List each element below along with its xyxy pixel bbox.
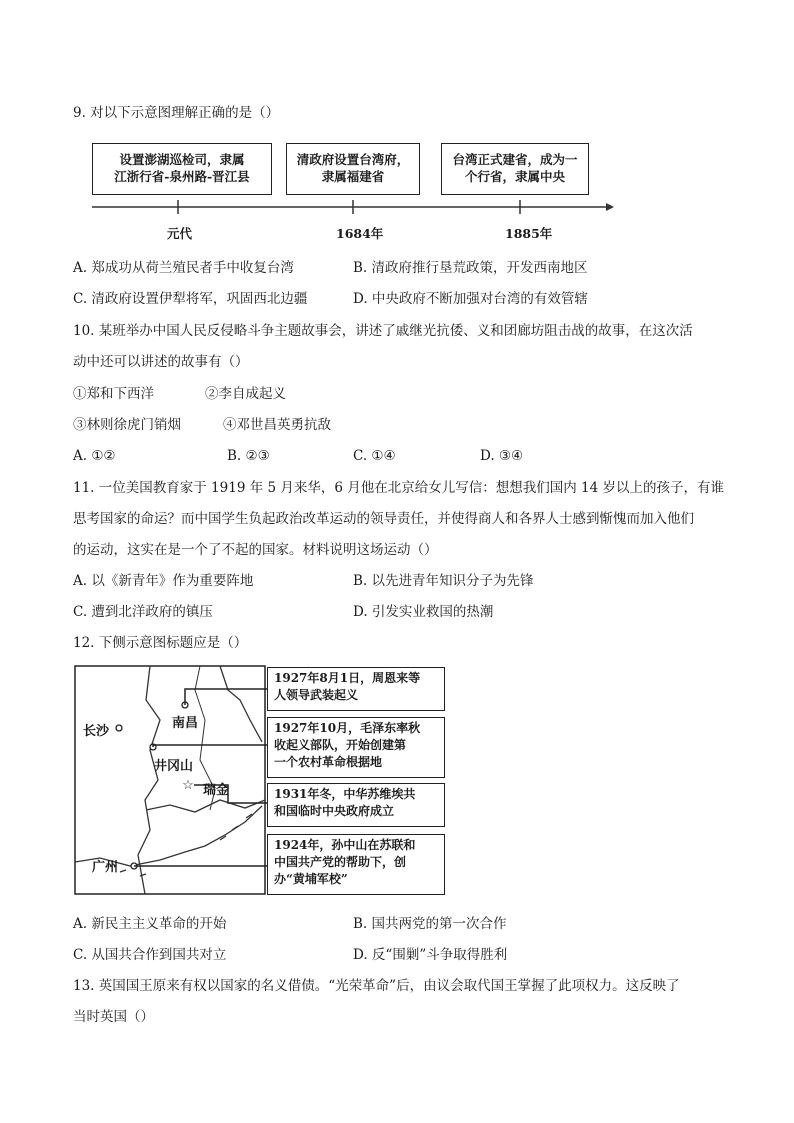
map-label-nanchang: 南昌 (172, 716, 199, 731)
timeline-box-line: 清政府设置台湾府， (296, 152, 410, 167)
map-label-ruijin: 瑞金 (203, 783, 230, 798)
q11-stem-line2: 思考国家的命运？而中国学生负起政治改革运动的领导责任，并使得商人和各界人士感到惭愧而加入他们 (73, 511, 694, 527)
event-line: 中国共产党的帮助下，创 (274, 855, 407, 869)
q12-option-d[interactable]: D. 反“围剿”斗争取得胜利 (353, 947, 508, 963)
event-box-whampoa (267, 834, 445, 895)
q12-option-a[interactable]: A. 新民主主义革命的开始 (73, 916, 227, 932)
timeline-box-line: 隶属福建省 (321, 169, 385, 184)
q10-stem-line1: 10. 某班举办中国人民反侵略斗争主题故事会，讲述了戚继光抗倭、义和团廊坊阻击战的故事，在这次活 (73, 323, 693, 339)
q11-option-d[interactable]: D. 引发实业救国的热潮 (353, 604, 494, 620)
event-line: 1931年冬，中华苏维埃共 (274, 787, 416, 801)
timeline-label-yuan: 元代 (167, 226, 193, 241)
q10-item-1: ①郑和下西洋 (73, 386, 154, 402)
q12-option-c[interactable]: C. 从国共合作到国共对立 (73, 947, 227, 963)
timeline-label-1684: 1684年 (336, 226, 384, 241)
timeline-box-line: 江浙行省-泉州路-晋江县 (114, 169, 250, 184)
q11-stem-line1: 11. 一位美国教育家于 1919 年 5 月来华，6 月他在北京给女儿写信：想想我们国内 14 岁以上的孩子，有谁 (73, 480, 725, 496)
event-box-soviet-republic (267, 783, 445, 827)
timeline-box-line: 台湾正式建省，成为一 (452, 152, 578, 167)
q10-option-d[interactable]: D. ③④ (480, 448, 524, 464)
event-line: 1927年10月，毛泽东率秋 (274, 721, 421, 735)
q10-option-c[interactable]: C. ①④ (353, 448, 396, 464)
q10-item-4: ④邓世昌英勇抗敌 (223, 417, 331, 433)
event-line: 人领导武装起义 (274, 688, 359, 702)
timeline-box-line: 设置澎湖巡检司，隶属 (119, 152, 245, 167)
q10-option-b[interactable]: B. ②③ (227, 448, 270, 464)
map-label-guangzhou: 广州 (92, 860, 119, 875)
q11-option-c[interactable]: C. 遭到北洋政府的镇压 (73, 604, 213, 620)
q13-stem-line2: 当时英国（） (73, 1009, 154, 1025)
q11-stem-line3: 的运动，这实在是一个了不起的国家。材料说明这场运动（） (73, 542, 438, 558)
q9-option-a[interactable]: A. 郑成功从荷兰殖民者手中收复台湾 (73, 260, 294, 276)
event-line: 办“黄埔军校” (274, 872, 348, 886)
q10-option-a[interactable]: A. ①② (73, 448, 116, 464)
q9-stem: 9. 对以下示意图理解正确的是（） (73, 105, 280, 121)
map-label-jinggangshan: 井冈山 (154, 759, 194, 774)
timeline-box-line: 个行省，隶属中央 (464, 169, 565, 184)
event-line: 1927年8月1日，周恩来等 (274, 671, 421, 685)
event-line: 一个农村革命根据地 (274, 755, 383, 769)
event-line: 1924年，孙中山在苏联和 (274, 838, 416, 852)
q12-stem: 12. 下侧示意图标题应是（） (73, 635, 248, 651)
event-box-jinggangshan (267, 717, 445, 778)
q10-item-2: ②李自成起义 (205, 386, 286, 402)
timeline-label-1885: 1885年 (505, 226, 553, 241)
event-line: 收起义部队，开始创建第 (274, 738, 407, 752)
q11-option-a[interactable]: A. 以《新青年》作为重要阵地 (73, 573, 254, 589)
q10-item-3: ③林则徐虎门销烟 (73, 417, 181, 433)
q9-option-d[interactable]: D. 中央政府不断加强对台湾的有效管辖 (353, 291, 588, 307)
event-box-nanchang-uprising (267, 667, 445, 711)
q9-option-b[interactable]: B. 清政府推行垦荒政策，开发西南地区 (353, 260, 588, 276)
svg-text:☆: ☆ (182, 778, 194, 793)
map-label-changsha: 长沙 (83, 724, 110, 739)
event-line: 和国临时中央政府成立 (274, 804, 395, 818)
q9-option-c[interactable]: C. 清政府设置伊犁将军，巩固西北边疆 (73, 291, 308, 307)
q13-stem-line1: 13. 英国国王原来有权以国家的名义借债。“光荣革命”后，由议会取代国王掌握了此项权力。这反映了 (73, 978, 680, 994)
q10-stem-line2: 动中还可以讲述的故事有（） (73, 354, 249, 370)
q12-option-b[interactable]: B. 国共两党的第一次合作 (353, 916, 507, 932)
q11-option-b[interactable]: B. 以先进青年知识分子为先锋 (353, 573, 534, 589)
